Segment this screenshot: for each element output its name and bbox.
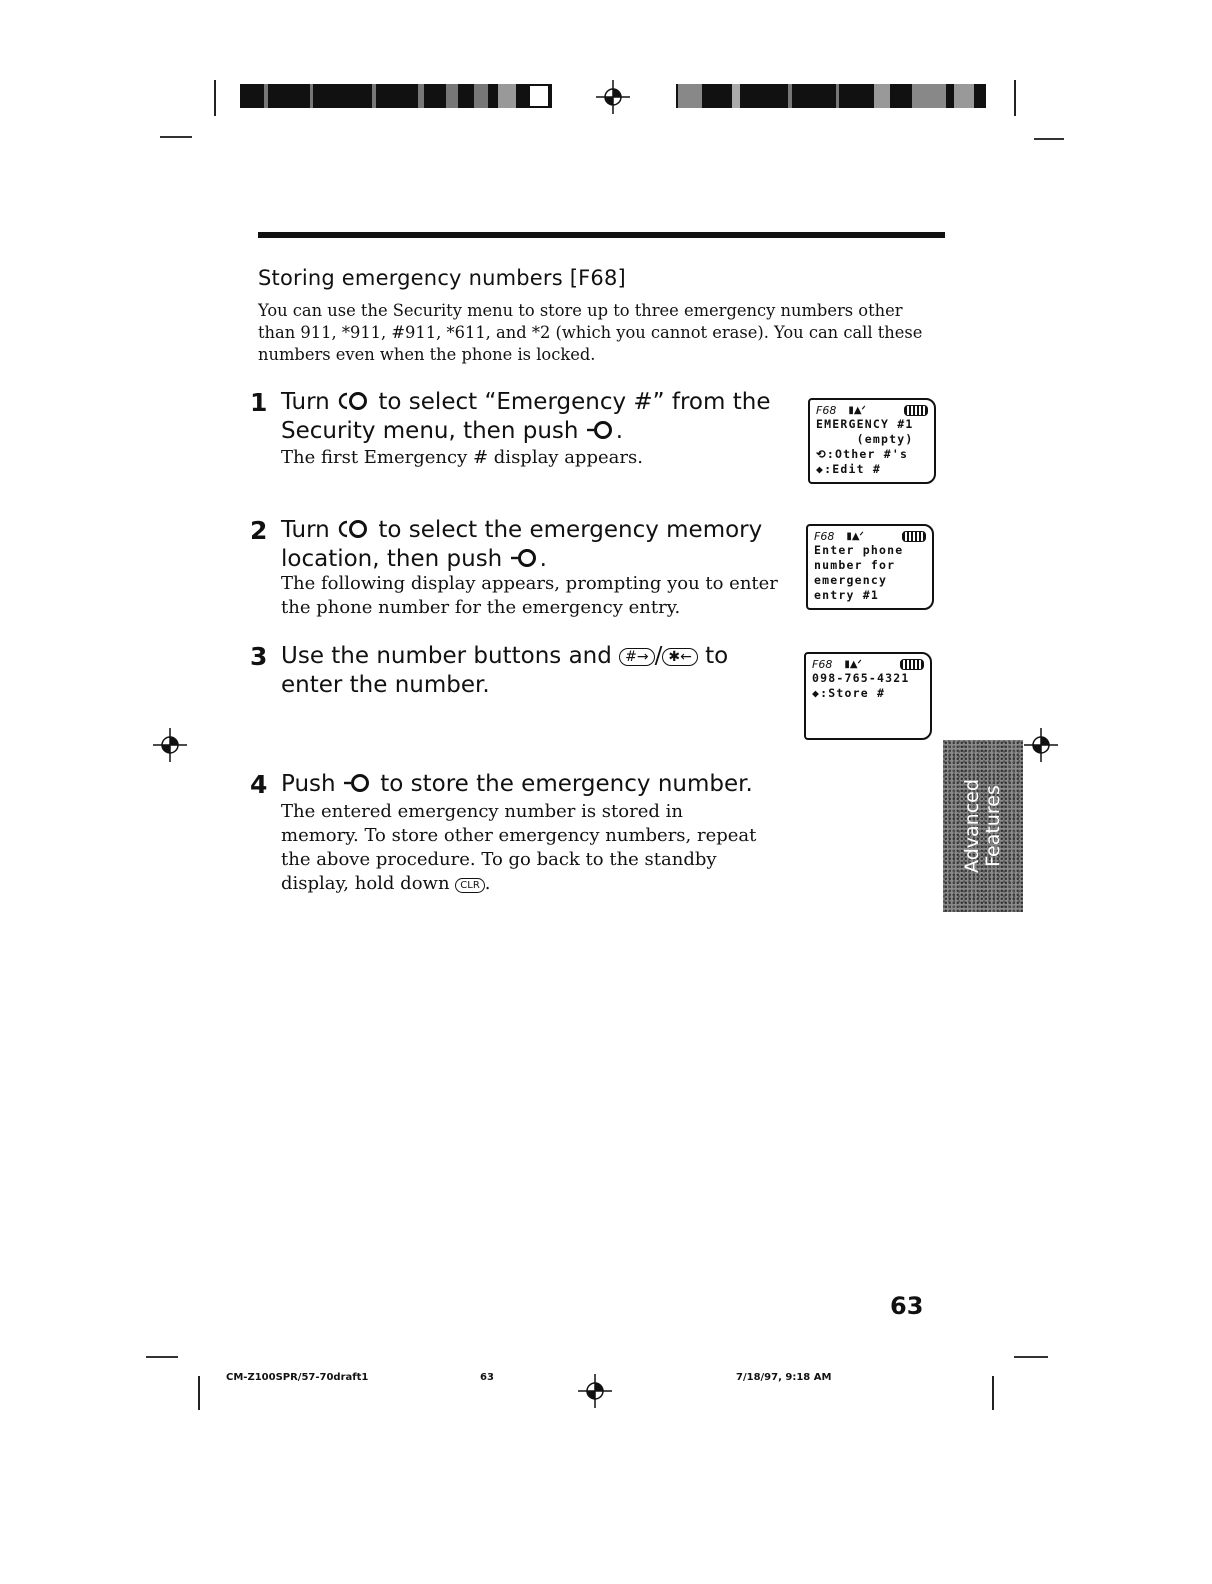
step-body: The first Emergency # display appears. [281, 447, 643, 468]
signal-icon: ▮▲ᐟ [844, 659, 862, 670]
jog-dial-push-icon [510, 548, 540, 568]
step-heading: Turn to select “Emergency #” from the Security menu, then push . [281, 389, 771, 444]
crop-mark [160, 136, 192, 138]
step-number: 4 [250, 770, 268, 799]
step-number: 3 [250, 642, 268, 671]
crop-mark [146, 1356, 178, 1358]
lcd-line: EMERGENCY #1 [816, 417, 914, 431]
crop-mark [214, 80, 216, 116]
lcd-code: F68 [814, 530, 835, 543]
step-heading: Turn to select the emergency memory location, then push . [281, 517, 763, 572]
step-number: 1 [250, 388, 268, 417]
battery-icon [904, 405, 928, 416]
lcd-line: number for [814, 558, 896, 572]
jog-dial-push-icon [343, 773, 373, 793]
registration-mark-icon [1024, 728, 1058, 762]
lcd-line: 098-765-4321 [812, 671, 910, 685]
step-heading: Push to store the emergency number. [281, 771, 753, 797]
lcd-line: Enter phone [814, 543, 904, 557]
section-title: Storing emergency numbers [F68] [258, 266, 626, 290]
registration-mark-icon [153, 728, 187, 762]
crop-mark [1034, 138, 1064, 140]
lcd-code: F68 [812, 658, 833, 671]
star-back-key-icon: ✱← [662, 648, 697, 666]
lcd-line: emergency [814, 573, 888, 587]
register-bar-left [240, 84, 552, 108]
step-heading: Use the number buttons and #→ / ✱← to enter the number. [281, 643, 729, 698]
footer-timestamp: 7/18/97, 9:18 AM [736, 1372, 832, 1383]
lcd-line: entry #1 [814, 588, 879, 602]
side-tab-line: Features [982, 785, 1004, 867]
step-body: The entered emergency number is stored in memory. To store other emergency numbers, repeat the above procedure. To go back to the standby display, hold down CLR . [281, 801, 757, 894]
lcd-display-2 [806, 524, 934, 610]
crop-mark [992, 1376, 994, 1410]
jog-dial-turn-icon [337, 519, 371, 539]
lcd-display-1 [808, 398, 936, 484]
crop-mark [1014, 1356, 1048, 1358]
battery-icon [902, 531, 926, 542]
side-tab-line: Advanced [961, 779, 983, 873]
lcd-line: ⟲:Other #'s [816, 447, 909, 461]
battery-icon [900, 659, 924, 670]
registration-mark-icon [596, 80, 630, 114]
registration-mark-icon [578, 1374, 612, 1408]
lcd-code: F68 [816, 404, 837, 417]
jog-dial-push-icon [586, 420, 616, 440]
signal-icon: ▮▲ᐟ [846, 531, 864, 542]
step-body: The following display appears, prompting you to enter the phone number for the emergency entry. [281, 573, 778, 618]
clear-key-icon: CLR [455, 878, 485, 893]
footer-page: 63 [480, 1372, 494, 1383]
jog-dial-turn-icon [337, 391, 371, 411]
lcd-line: ◆:Edit # [816, 462, 881, 476]
signal-icon: ▮▲ᐟ [848, 405, 866, 416]
pound-forward-key-icon: #→ [619, 648, 654, 666]
lcd-display-3 [804, 652, 932, 740]
footer-file: CM-Z100SPR/57-70draft1 [226, 1372, 369, 1383]
register-bar-right [676, 84, 986, 108]
step-number: 2 [250, 516, 268, 545]
crop-mark [1014, 80, 1016, 116]
lcd-line: (empty) [816, 432, 914, 446]
crop-mark [198, 1376, 200, 1410]
section-intro: You can use the Security menu to store up to three emergency numbers other than 911, *911, #911, *611, and *2 (which you cannot erase). You can call these numbers even when the phone is locked. [258, 301, 923, 364]
side-tab [943, 740, 1023, 912]
page-number: 63 [890, 1292, 924, 1320]
lcd-line: ◆:Store # [812, 686, 886, 700]
section-rule [258, 232, 945, 238]
